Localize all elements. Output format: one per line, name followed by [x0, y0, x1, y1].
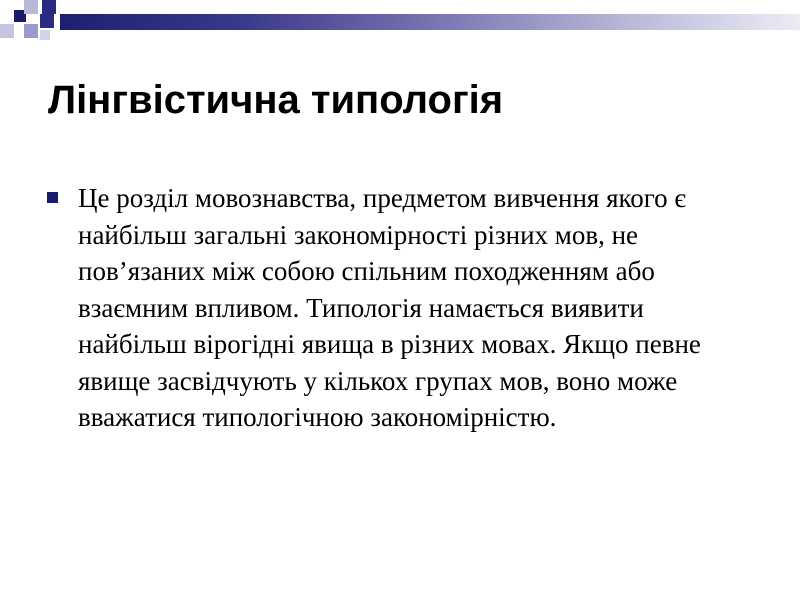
bullet-text: Це розділ мовознавства, предметом вивчення якого є найбільш загальні закономірності різних мов, не пов’язаних між собою спільним походженням або взаємним впливом. Типологія намається виявити найбільш вірогідні явища в різних мовах. Якщо певне явище засвідчують у кількох групах мов, воно може вважатися типологічною закономірністю. — [78, 183, 701, 432]
decor-square-navy — [42, 0, 56, 14]
decor-square-light — [40, 30, 50, 40]
decor-square-light — [24, 24, 38, 38]
bullet-list — [44, 180, 724, 436]
decor-square-light — [24, 0, 38, 14]
decor-square-light — [0, 24, 14, 38]
bullet-item — [44, 180, 724, 436]
header-gradient-band — [60, 14, 800, 30]
slide-title: Лінгвістична типологія — [48, 78, 504, 122]
decor-square-navy — [40, 14, 54, 28]
square-bullet-icon — [47, 192, 58, 203]
